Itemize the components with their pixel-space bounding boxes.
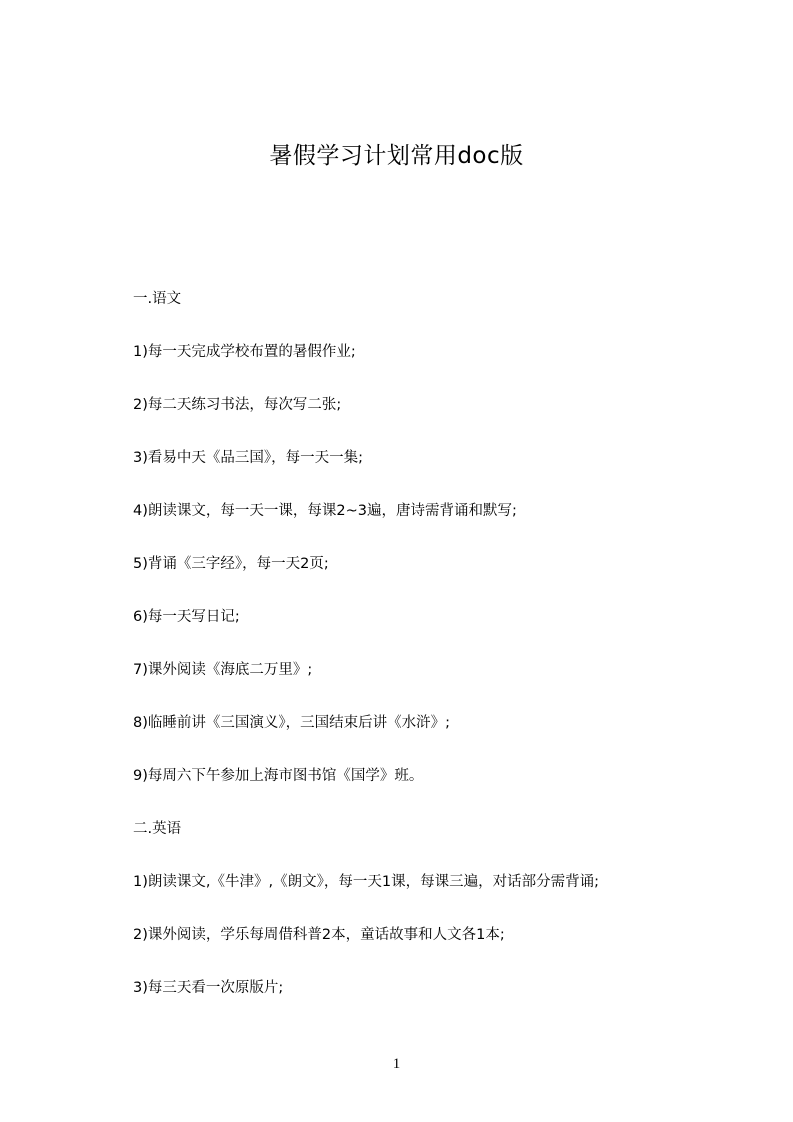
list-item: 3)看易中天《品三国》，每一天一集; — [133, 450, 364, 466]
page-number: 1 — [392, 1056, 401, 1072]
section-heading-chinese: 一.语文 — [133, 291, 182, 307]
list-item: 6)每一天写日记; — [133, 609, 240, 625]
list-item: 2)每二天练习书法，每次写二张; — [133, 397, 342, 413]
list-item: 1)每一天完成学校布置的暑假作业; — [133, 344, 356, 360]
list-item: 3)每三天看一次原版片; — [133, 980, 284, 996]
list-item: 9)每周六下午参加上海市图书馆《国学》班。 — [133, 768, 424, 784]
list-item: 7)课外阅读《海底二万里》; — [133, 662, 313, 678]
list-item: 8)临睡前讲《三国演义》，三国结束后讲《水浒》; — [133, 715, 451, 731]
document-title: 暑假学习计划常用doc版 — [269, 143, 524, 169]
list-item: 2)课外阅读，学乐每周借科普2本，童话故事和人文各1本; — [133, 927, 505, 943]
list-item: 1)朗读课文,《牛津》,《朗文》，每一天1课，每课三遍，对话部分需背诵; — [133, 874, 599, 890]
list-item: 5)背诵《三字经》，每一天2页; — [133, 556, 329, 572]
list-item: 4)朗读课文，每一天一课，每课2~3遍，唐诗需背诵和默写; — [133, 503, 517, 519]
document-body — [133, 286, 673, 1001]
section-heading-english: 二.英语 — [133, 821, 182, 837]
